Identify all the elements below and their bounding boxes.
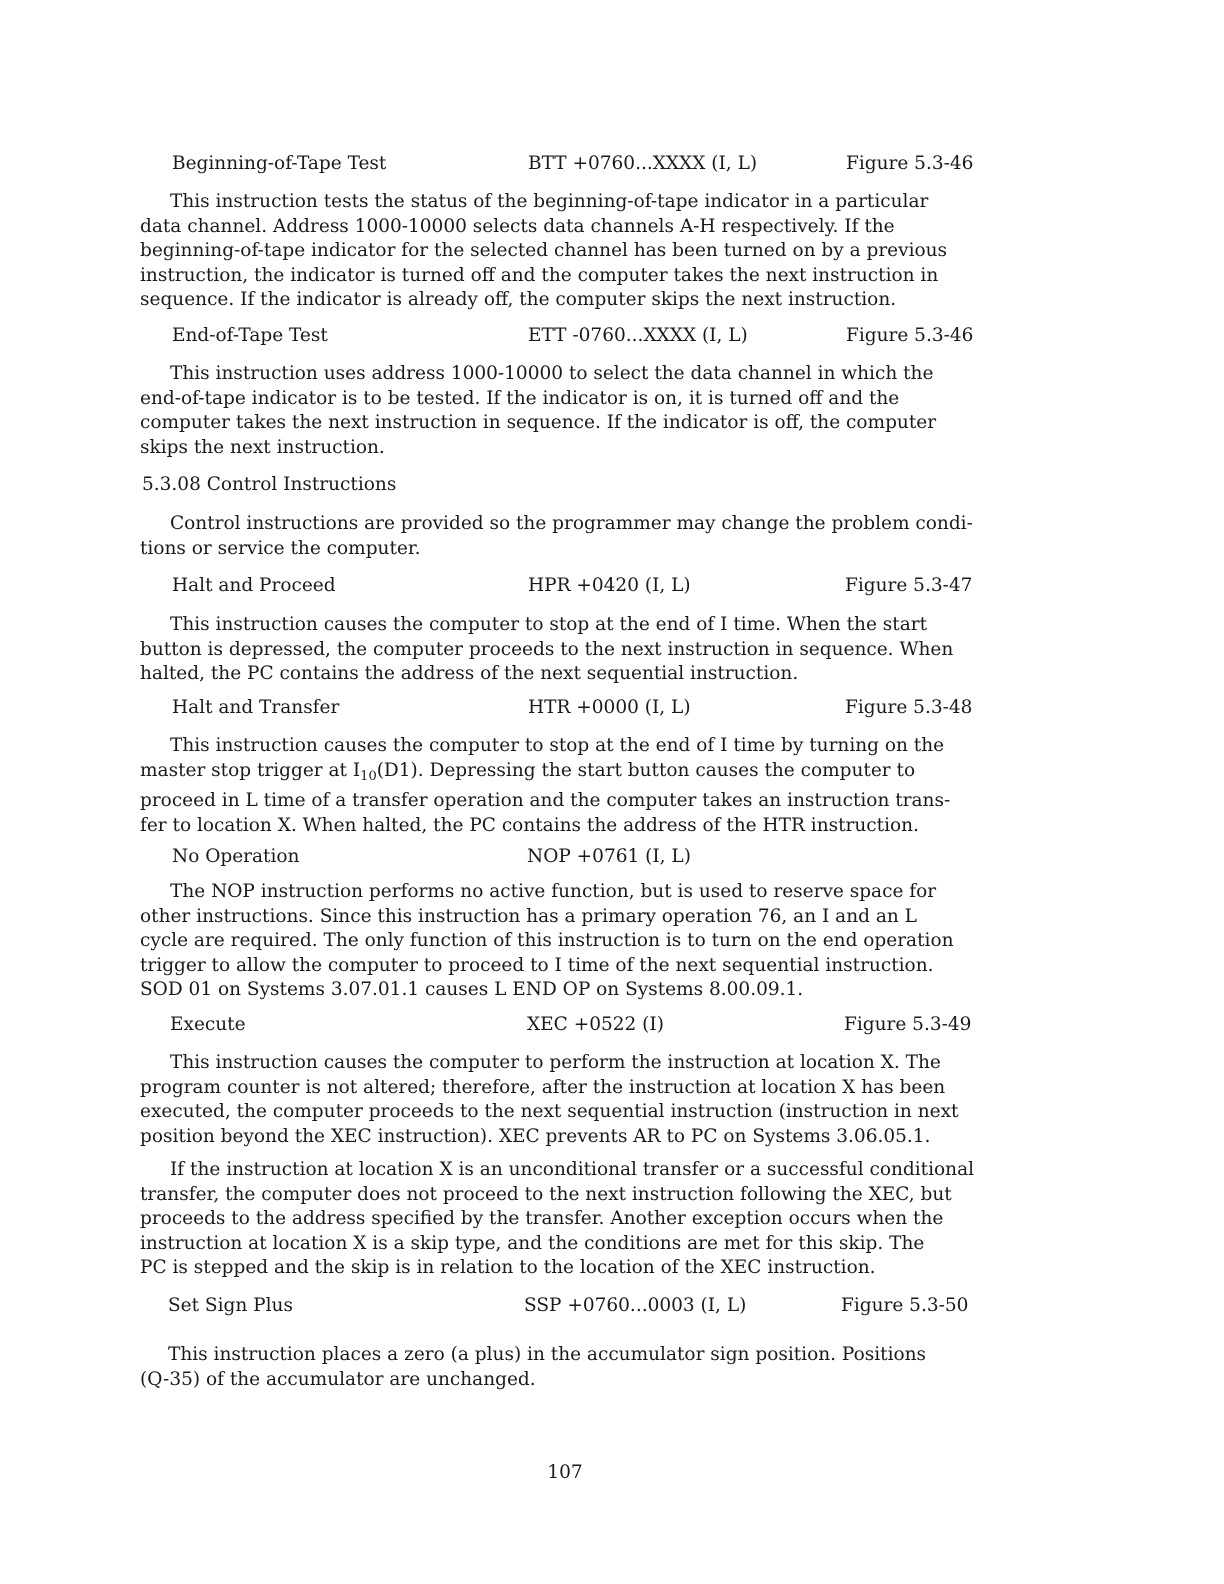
text-line: data channel. Address 1000-10000 selects data channels A-H respectively. If the [140,215,895,237]
text-fragment: master stop trigger at I [140,759,361,781]
instruction-name: Halt and Transfer [172,697,340,718]
instruction-name: Halt and Proceed [172,575,336,596]
instruction-figure: Figure 5.3-50 [841,1295,969,1316]
text-line: instruction, the indicator is turned off and the computer takes the next instruction in [140,264,939,286]
subscript: 10 [360,768,377,784]
text-line: This instruction causes the computer to stop at the end of I time by turning on the [170,735,945,756]
text-line: This instruction causes the computer to perform the instruction at location X. The [170,1052,941,1073]
text-line: SOD 01 on Systems 3.07.01.1 causes L END OP on Systems 8.00.09.1. [140,979,804,1000]
instruction-code: ETT -0760...XXXX (I, L) [528,325,748,346]
text-line: computer takes the next instruction in sequence. If the indicator is off, the computer [140,412,937,433]
instruction-code: HPR +0420 (I, L) [528,575,691,596]
text-line: halted, the PC contains the address of the next sequential instruction. [140,663,799,684]
text-line: This instruction tests the status of the beginning-of-tape indicator in a particular [170,191,929,212]
text-line: This instruction uses address 1000-10000 to select the data channel in which the [170,363,934,384]
instruction-code: HTR +0000 (I, L) [528,697,691,718]
text-line: fer to location X. When halted, the PC contains the address of the HTR instruction. [140,814,919,836]
paragraph-ett [140,362,1000,460]
paragraph-htr [140,734,1000,838]
text-line: end-of-tape indicator is to be tested. If the indicator is on, it is turned off and the [140,387,900,409]
section-heading: 5.3.08 Control Instructions [142,474,397,495]
instruction-name: Beginning-of-Tape Test [172,153,387,174]
page-number: 107 [547,1462,583,1483]
text-line: The NOP instruction performs no active function, but is used to reserve space for [170,881,937,902]
paragraph-ssp [140,1343,1000,1392]
instruction-name: No Operation [172,846,300,867]
text-line: This instruction causes the computer to stop at the end of I time. When the start [170,614,928,635]
text-line: This instruction places a zero (a plus) in the accumulator sign position. Positions [168,1344,927,1365]
instruction-figure: Figure 5.3-47 [845,575,973,596]
paragraph-xec [140,1051,1000,1149]
text-line: (Q-35) of the accumulator are unchanged. [140,1368,536,1390]
paragraph-xec-exceptions [140,1158,1000,1281]
text-line: proceeds to the address specified by the transfer. Another exception occurs when the [140,1208,944,1229]
text-fragment: (D1). Depressing the start button causes the computer to [376,759,916,781]
instruction-name: End-of-Tape Test [172,325,328,346]
text-line: skips the next instruction. [140,436,385,458]
instruction-figure: Figure 5.3-49 [844,1014,972,1035]
instruction-code: NOP +0761 (I, L) [527,846,691,867]
text-line: program counter is not altered; therefore, after the instruction at location X has been [140,1076,946,1098]
instruction-figure: Figure 5.3-46 [846,325,974,346]
text-line: cycle are required. The only function of this instruction is to turn on the end operation [140,930,954,951]
text-line: tions or service the computer. [140,537,421,559]
text-line: If the instruction at location X is an unconditional transfer or a successful conditional [170,1159,975,1180]
text-line: other instructions. Since this instruction has a primary operation 76, an I and an L [140,905,917,927]
instruction-code: SSP +0760...0003 (I, L) [524,1295,747,1316]
text-line [140,759,1000,790]
paragraph-nop [140,880,1000,1003]
text-line: transfer, the computer does not proceed to the next instruction following the XEC, but [140,1183,952,1205]
instruction-name: Execute [170,1014,246,1035]
text-line: executed, the computer proceeds to the next sequential instruction (instruction in next [140,1101,959,1122]
text-line: instruction at location X is a skip type, and the conditions are met for this skip. The [140,1232,925,1254]
instruction-code: XEC +0522 (I) [527,1014,664,1035]
text-line: Control instructions are provided so the programmer may change the problem condi- [170,513,973,534]
paragraph-hpr [140,613,1000,687]
instruction-figure: Figure 5.3-48 [845,697,973,718]
text-line: button is depressed, the computer proceeds to the next instruction in sequence. When [140,638,954,660]
paragraph-btt [140,190,1000,313]
text-line: beginning-of-tape indicator for the selected channel has been turned on by a previous [140,240,948,261]
text-line: proceed in L time of a transfer operation and the computer takes an instruction trans- [140,790,951,811]
paragraph-control [140,512,1000,561]
text-line: trigger to allow the computer to proceed to I time of the next sequential instruction. [140,954,934,976]
instruction-name: Set Sign Plus [168,1295,293,1316]
instruction-code: BTT +0760...XXXX (I, L) [528,153,758,174]
instruction-figure: Figure 5.3-46 [846,153,974,174]
text-line: position beyond the XEC instruction). XEC prevents AR to PC on Systems 3.06.05.1. [140,1125,931,1147]
text-line: PC is stepped and the skip is in relation to the location of the XEC instruction. [140,1257,876,1278]
text-line: sequence. If the indicator is already off, the computer skips the next instruction. [140,289,897,310]
